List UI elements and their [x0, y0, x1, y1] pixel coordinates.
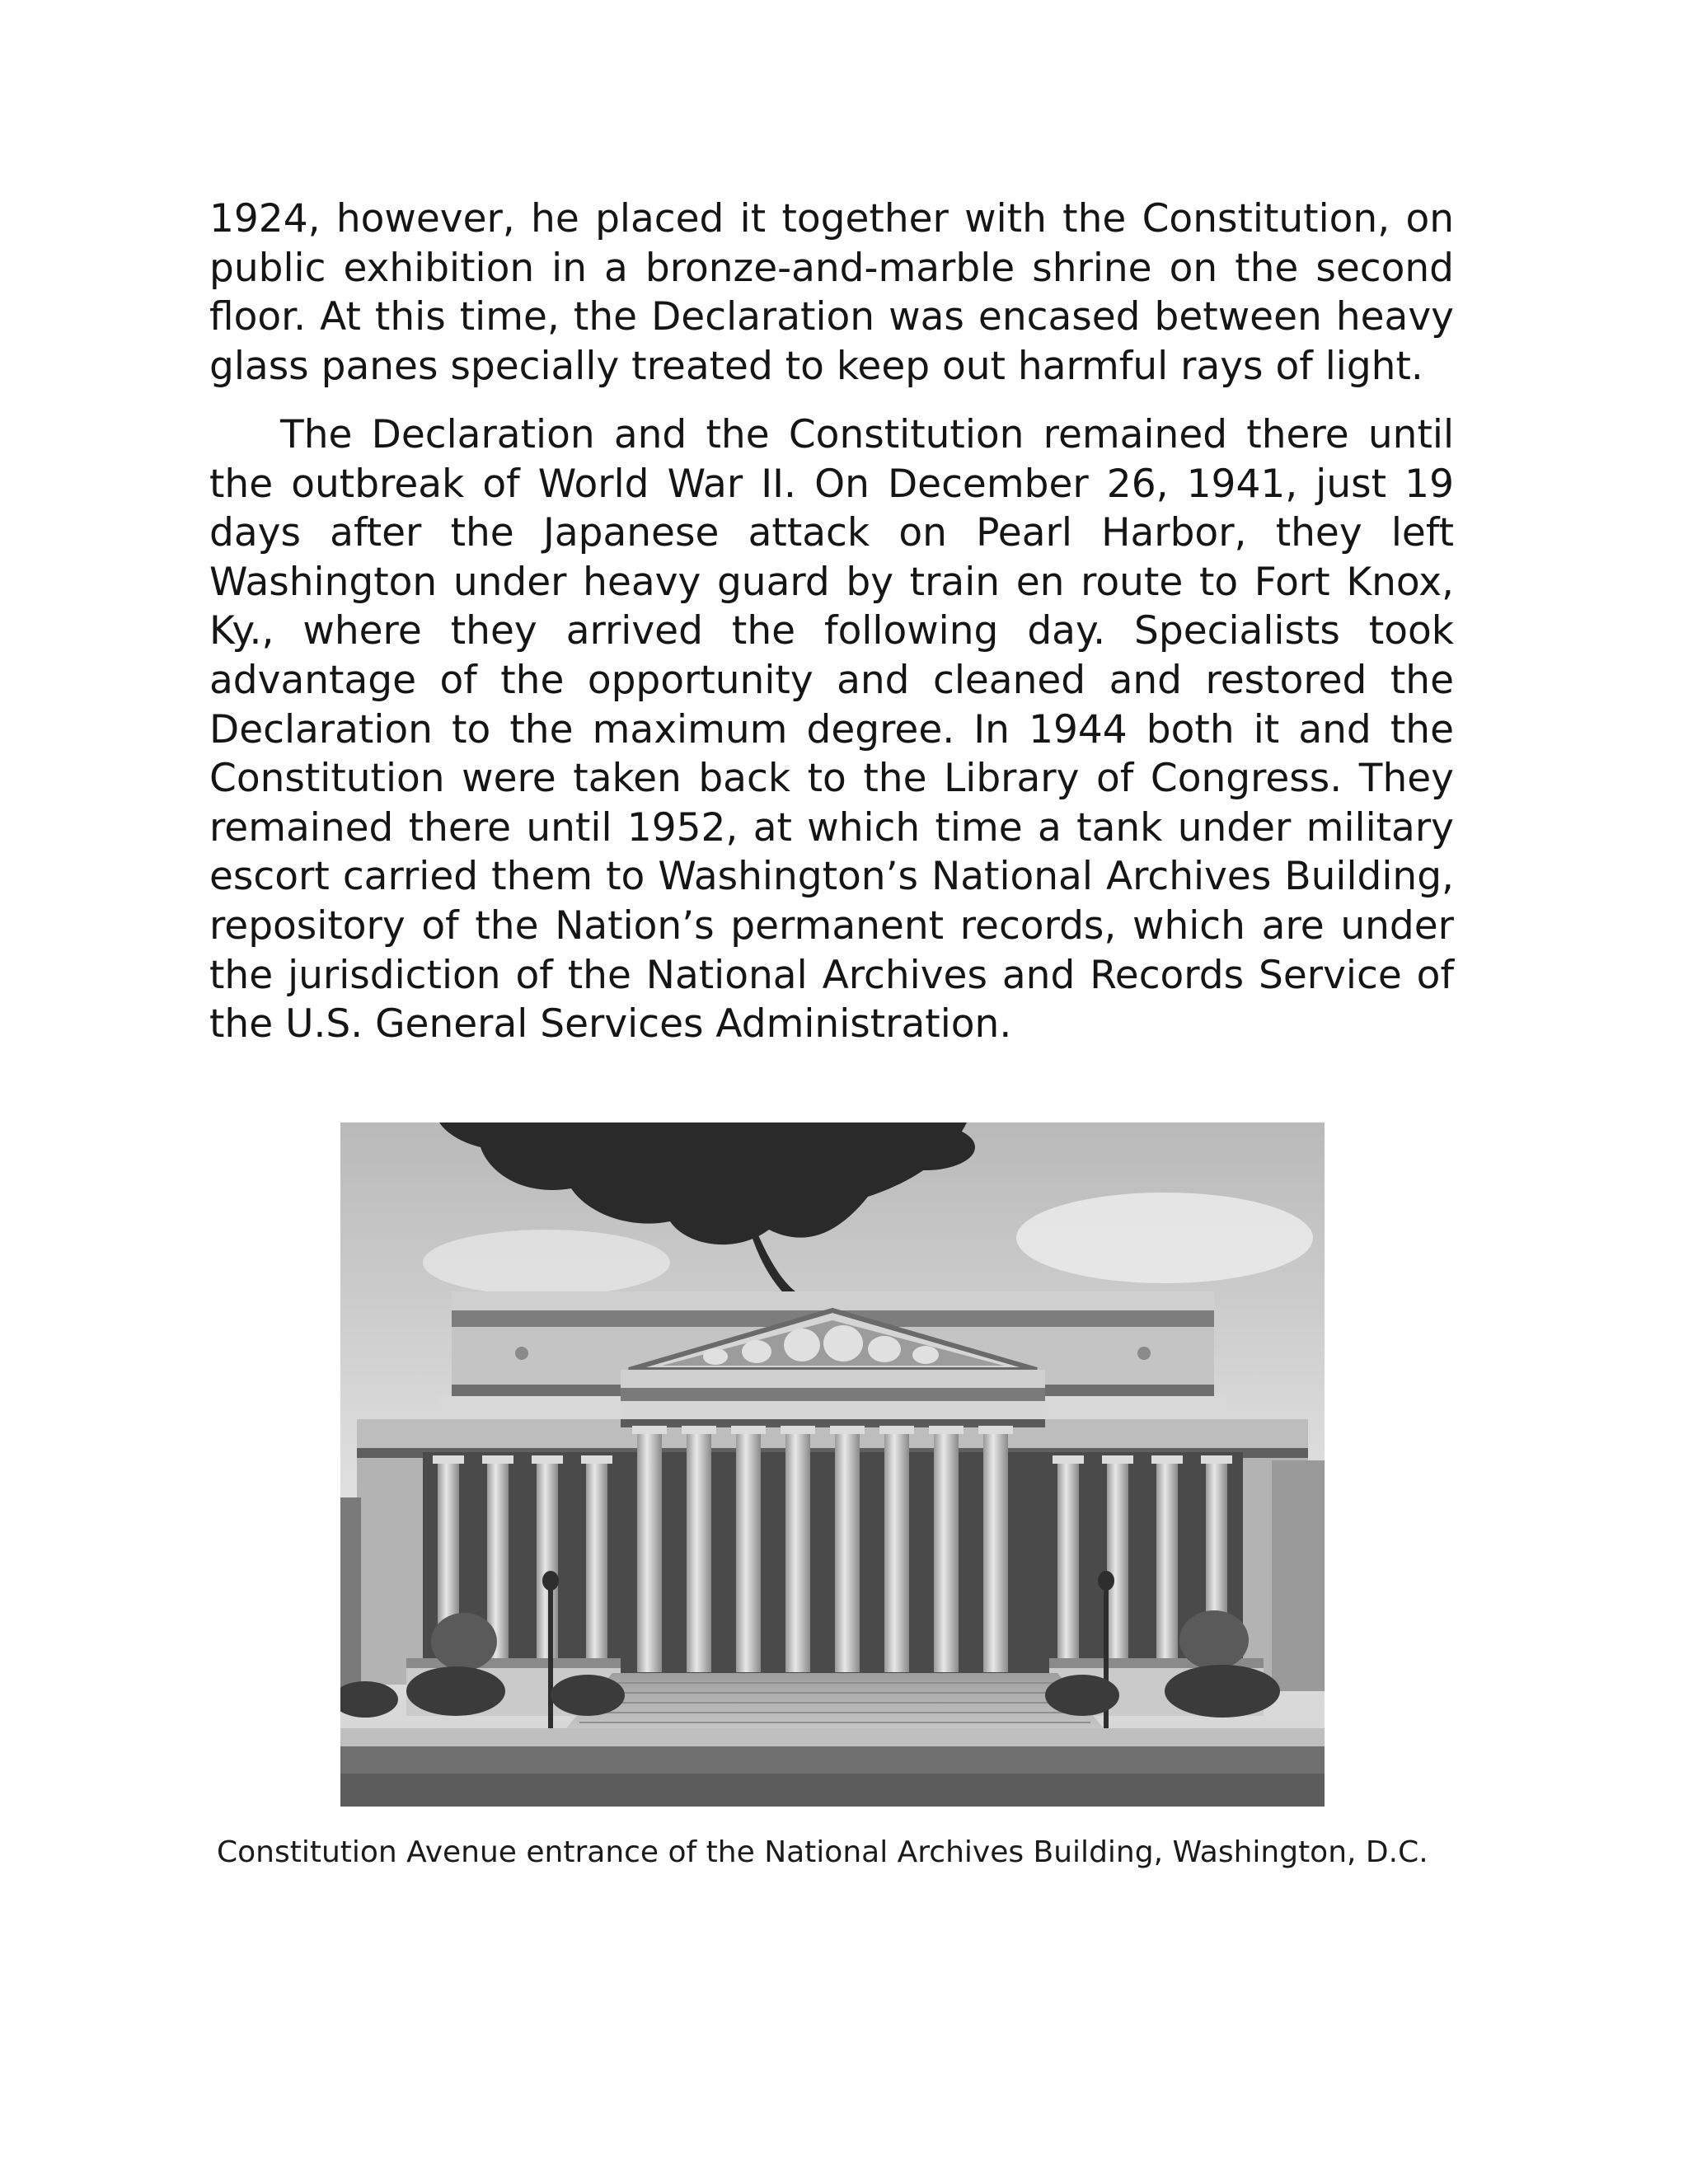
- figure-caption: Constitution Avenue entrance of the National Archives Building, Washington, D.C.: [217, 1835, 1428, 1869]
- paragraph-world-war-ii: The Declaration and the Constitution remained there until the outbreak of World War II. On December 26, 1941, just 19 days after the Japanese attack on Pearl Harbor, they left Washington under heavy guard by train en route to Fort Knox, Ky., where they arrived the following day. Specialists took advantage of the opportunity and cleaned and restored the Declaration to the maximum degree. In 1944 both it and the Constitution were taken back to the Library of Congress. They remained there until 1952, at which time a tank under military escort carried them to Washington’s National Archives Building, repository of the Nation’s permanent records, which are under the jurisdiction of the National Archives and Records Service of the U.S. General Services Administration.: [209, 412, 1454, 1047]
- paragraph-shrine-exhibition: 1924, however, he placed it together with the Constitution, on public exhibition in a bronze-and-marble shrine on the second floor. At this time, the Declaration was encased between heavy glass panes specially treated to keep out harmful rays of light.: [209, 196, 1454, 389]
- national-archives-building-photo: [340, 1122, 1325, 1807]
